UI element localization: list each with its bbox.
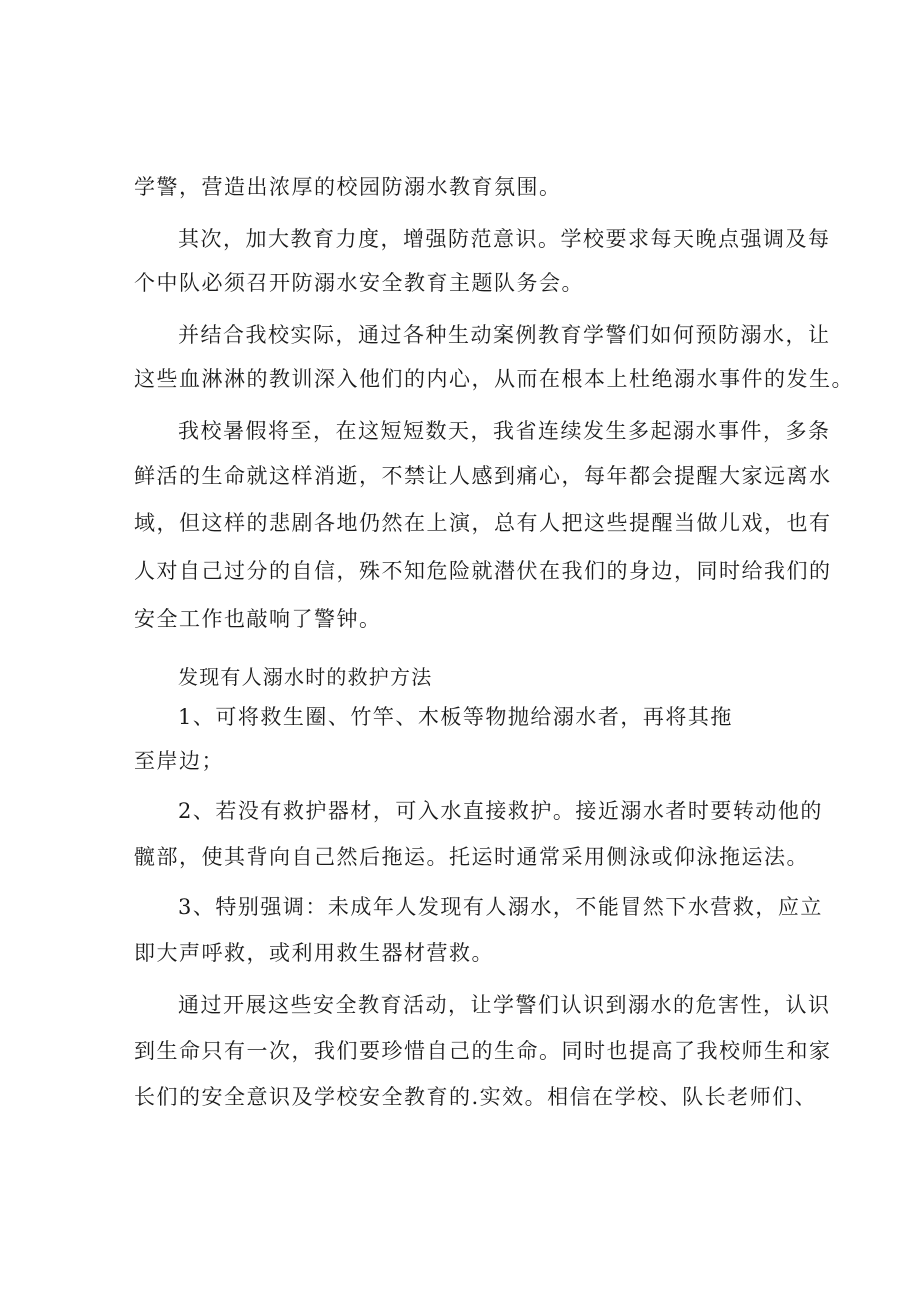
paragraph-line: 长们的安全意识及学校安全教育的.实效。相信在学校、队长老师们、: [134, 1085, 818, 1109]
list-item-continuation: 髋部，使其背向自己然后拖运。托运时通常采用侧泳或仰泳拖运法。: [134, 845, 809, 869]
paragraph-line: 鲜活的生命就这样消逝，不禁让人感到痛心，每年都会提醒大家远离水: [134, 464, 832, 488]
list-item: 2、若没有救护器材，可入水直接救护。接近溺水者时要转动他的: [178, 799, 823, 823]
paragraph-line: 域，但这样的悲剧各地仍然在上演，总有人把这些提醒当做儿戏，也有: [134, 511, 832, 535]
paragraph-line: 我校暑假将至，在这短短数天，我省连续发生多起溺水事件，多条: [178, 419, 831, 443]
paragraph-line: 人对自己过分的自信，殊不知危险就潜伏在我们的身边，同时给我们的: [134, 559, 832, 583]
paragraph-line: 到生命只有一次，我们要珍惜自己的生命。同时也提高了我校师生和家: [134, 1039, 832, 1063]
paragraph-line: 通过开展这些安全教育活动，让学警们认识到溺水的危害性，认识: [178, 993, 831, 1017]
list-item-continuation: 至岸边；: [134, 749, 224, 773]
list-item: 3、特别强调：未成年人发现有人溺水，不能冒然下水营救，应立: [178, 895, 823, 919]
list-item: 1、可将救生圈、竹竿、木板等物抛给溺水者，再将其拖: [178, 705, 733, 729]
paragraph-line: 并结合我校实际，通过各种生动案例教育学警们如何预防溺水，让: [178, 323, 831, 347]
paragraph-line: 学警，营造出浓厚的校园防溺水教育氛围。: [134, 175, 562, 199]
paragraph-line: 这些血淋淋的教训深入他们的内心，从而在根本上杜绝溺水事件的发生。: [134, 367, 854, 391]
list-item-continuation: 即大声呼救，或利用救生器材营救。: [134, 941, 494, 965]
paragraph-line: 个中队必须召开防溺水安全教育主题队务会。: [134, 271, 584, 295]
paragraph-line: 其次，加大教育力度，增强防范意识。学校要求每天晚点强调及每: [178, 227, 831, 251]
section-heading: 发现有人溺水时的救护方法: [178, 665, 433, 689]
paragraph-line: 安全工作也敲响了警钟。: [134, 607, 382, 631]
